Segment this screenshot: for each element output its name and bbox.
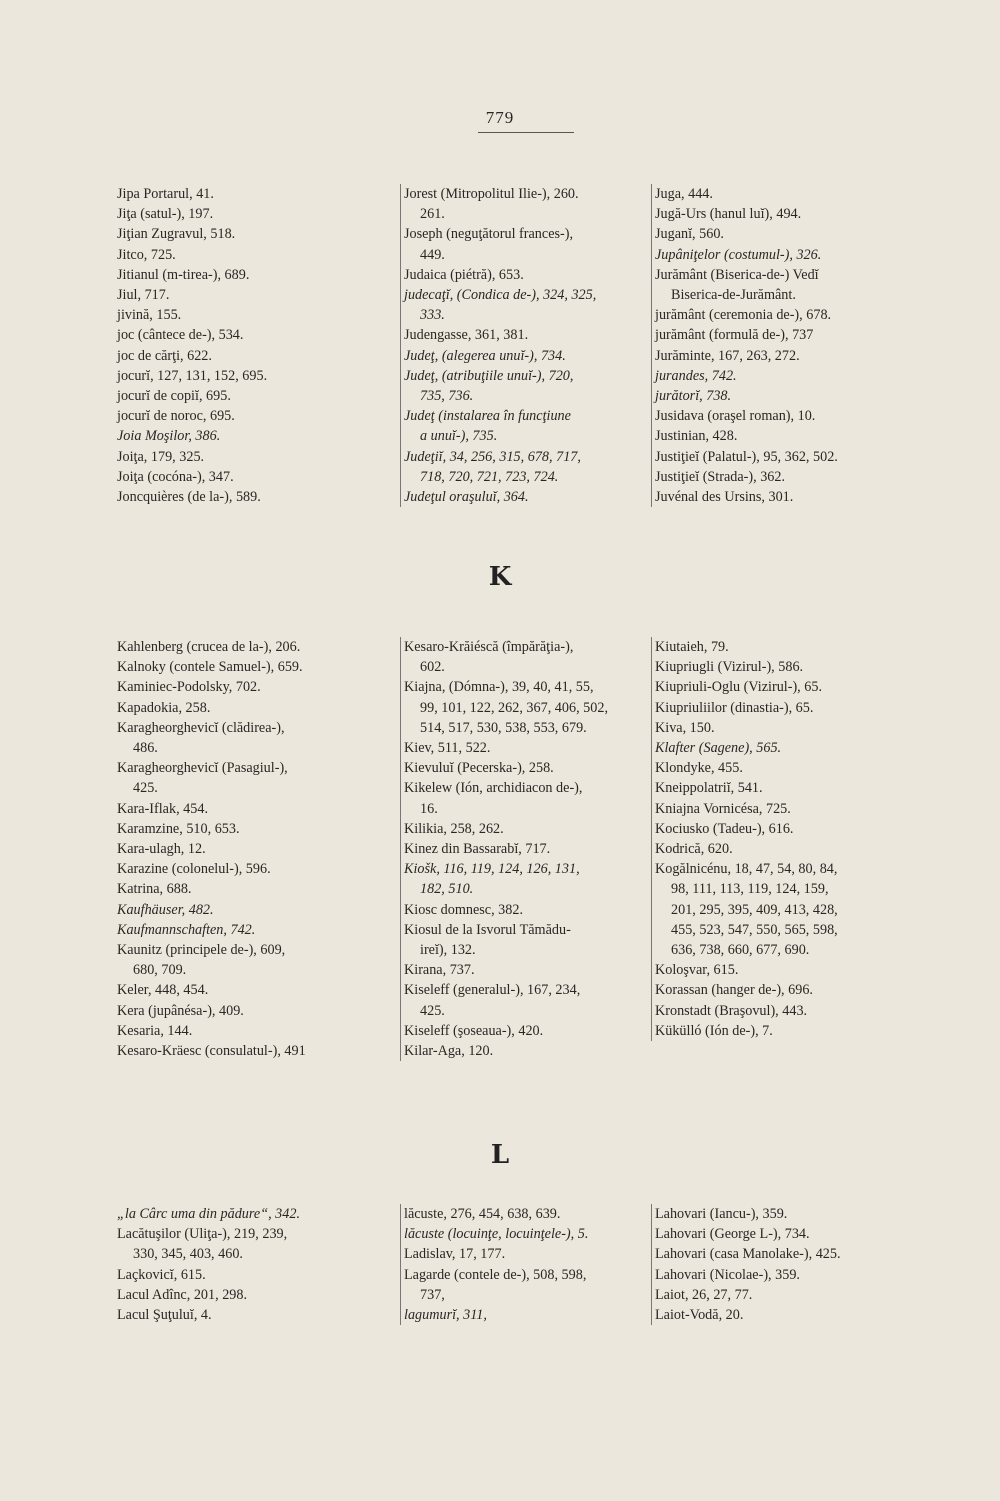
index-entry-text: Ladislav, 17, 177. xyxy=(404,1246,506,1263)
index-entry xyxy=(404,1041,652,1061)
index-entry-text: Jurământ (Biserica-de-) Vedĭ xyxy=(655,266,819,283)
index-entry-text: Koloşvar, 615. xyxy=(655,962,739,979)
index-entry xyxy=(117,467,389,487)
index-entry-text: Kiosc domnesc, 382. xyxy=(404,901,524,918)
index-entry-text: Karagheorghevicĭ (clădirea-), xyxy=(117,719,285,736)
index-entry xyxy=(117,758,389,798)
index-entry-text: Lahovari (Iancu-), 359. xyxy=(655,1206,788,1222)
index-entry-text: Kesaro-Krăiéscă (împărăţia-), xyxy=(404,639,574,655)
index-entry-text: Kodrică, 620. xyxy=(655,841,733,858)
index-entry-text: lăcuste (locuinţe, locuinţele-), 5. xyxy=(404,1226,589,1243)
index-entry-text: jurătorĭ, 738. xyxy=(655,388,732,405)
index-entry xyxy=(655,1244,917,1264)
index-entry-text: Karazine (colonelul-), 596. xyxy=(117,861,271,878)
index-entry xyxy=(404,778,652,818)
index-entry-continuation: 636, 738, 660, 677, 690. xyxy=(671,942,810,959)
index-entry xyxy=(404,346,652,366)
index-entry xyxy=(117,346,389,366)
index-entry-text: Keler, 448, 454. xyxy=(117,982,209,999)
index-column-3 xyxy=(651,637,917,1041)
index-entry-continuation: 486. xyxy=(133,740,158,757)
index-entry-text: joc (cântece de-), 534. xyxy=(117,327,244,344)
index-column-1 xyxy=(117,1204,389,1325)
index-entry xyxy=(655,657,917,677)
index-entry-text: Kociusko (Tadeu-), 616. xyxy=(655,820,794,837)
index-entry xyxy=(655,245,917,265)
index-entry xyxy=(117,224,389,244)
index-entry xyxy=(655,1224,917,1244)
index-entry xyxy=(655,799,917,819)
index-entry xyxy=(404,1224,652,1244)
index-entry xyxy=(404,265,652,285)
index-entry-text: Kesaro-Kräesc (consulatul-), 491 xyxy=(117,1043,306,1060)
index-entry-text: Kaufhäuser, 482. xyxy=(117,901,214,918)
index-entry-continuation: 602. xyxy=(420,659,445,676)
index-entry-continuation: a unuĭ-), 735. xyxy=(420,428,498,445)
index-entry xyxy=(404,920,652,960)
index-entry-text: Kilar-Aga, 120. xyxy=(404,1043,494,1060)
index-entry-text: Laçkovicĭ, 615. xyxy=(117,1266,206,1283)
index-entry-text: Justiţieĭ (Strada-), 362. xyxy=(655,468,786,485)
index-entry-text: Kikelew (Ión, archidiacon de-), xyxy=(404,780,583,797)
index-entry xyxy=(404,738,652,758)
index-entry xyxy=(655,677,917,697)
index-entry xyxy=(655,1265,917,1285)
index-entry xyxy=(655,467,917,487)
index-entry-text: Kneippolatriĭ, 541. xyxy=(655,780,763,797)
index-entry-text: Kievuluĭ (Pecerska-), 258. xyxy=(404,760,554,777)
index-entry xyxy=(117,1285,389,1305)
index-entry-continuation: ireĭ), 132. xyxy=(420,942,476,959)
index-entry-text: Lahovari (Nicolae-), 359. xyxy=(655,1266,800,1283)
index-entry-continuation: 455, 523, 547, 550, 565, 598, xyxy=(671,921,838,938)
index-entry-continuation: 425. xyxy=(133,780,158,797)
index-entry xyxy=(404,447,652,487)
index-entry xyxy=(404,960,652,980)
index-entry-text: Kiošk, 116, 119, 124, 126, 131, xyxy=(404,861,580,878)
index-entry-text: Kiutaieh, 79. xyxy=(655,639,729,655)
index-entry xyxy=(117,698,389,718)
index-entry xyxy=(655,204,917,224)
index-entry-text: Jusidava (oraşel roman), 10. xyxy=(655,408,816,425)
index-entry-text: Justiţieĭ (Palatul-), 95, 362, 502. xyxy=(655,448,838,465)
index-entry-text: „la Cârc uma din pădure“, 342. xyxy=(117,1206,301,1222)
index-entry-text: Kükülló (Ión de-), 7. xyxy=(655,1022,773,1039)
index-entry-continuation: 182, 510. xyxy=(420,881,474,898)
index-entry xyxy=(655,778,917,798)
index-entry-continuation: 735, 736. xyxy=(420,388,474,405)
index-entry xyxy=(655,758,917,778)
index-entry-text: Lahovari (casa Manolake-), 425. xyxy=(655,1246,841,1263)
index-entry xyxy=(655,1285,917,1305)
index-entry-text: Kaufmannschaften, 742. xyxy=(117,921,256,938)
index-entry-continuation: 680, 709. xyxy=(133,962,187,979)
index-entry-text: Kiosul de la Isvorul Tămădu- xyxy=(404,921,571,938)
index-column-3 xyxy=(651,1204,917,1325)
index-entry xyxy=(655,718,917,738)
index-entry-continuation: 16. xyxy=(420,800,438,817)
index-entry xyxy=(117,366,389,386)
index-entry xyxy=(404,980,652,1020)
index-entry xyxy=(117,184,389,204)
index-entry xyxy=(117,637,389,657)
index-entry xyxy=(404,1244,652,1264)
index-entry-continuation: 449. xyxy=(420,246,445,263)
index-entry-text: Lacul Adînc, 201, 298. xyxy=(117,1286,248,1303)
index-entry xyxy=(117,325,389,345)
index-entry xyxy=(117,1224,389,1264)
index-entry xyxy=(404,1305,652,1325)
index-entry xyxy=(655,406,917,426)
index-entry xyxy=(117,447,389,467)
index-entry-text: Kilikia, 258, 262. xyxy=(404,820,504,837)
index-entry xyxy=(117,204,389,224)
index-entry-text: Jiul, 717. xyxy=(117,287,170,304)
index-entry-text: Joncquières (de la-), 589. xyxy=(117,489,261,506)
index-entry xyxy=(117,1001,389,1021)
index-entry xyxy=(117,406,389,426)
index-entry xyxy=(655,1305,917,1325)
index-entry xyxy=(655,839,917,859)
index-entry-text: Joiţa, 179, 325. xyxy=(117,448,205,465)
index-entry-text: Lacătuşilor (Uliţa-), 219, 239, xyxy=(117,1226,288,1243)
index-entry-text: jocurĭ, 127, 131, 152, 695. xyxy=(117,367,268,384)
index-column-2 xyxy=(400,1204,652,1325)
index-entry xyxy=(655,1021,917,1041)
index-entry-text: Kirana, 737. xyxy=(404,962,475,979)
index-entry xyxy=(117,879,389,899)
index-entry-text: Kiva, 150. xyxy=(655,719,715,736)
index-entry xyxy=(404,1265,652,1305)
index-entry-text: Kniajna Vornicésa, 725. xyxy=(655,800,791,817)
index-entry-continuation: 425. xyxy=(420,1002,445,1019)
index-entry-text: Katrina, 688. xyxy=(117,881,192,898)
index-entry-text: Lagarde (contele de-), 508, 598, xyxy=(404,1266,587,1283)
index-entry-text: Jitianul (m-tirea-), 689. xyxy=(117,266,250,283)
index-entry xyxy=(655,386,917,406)
index-entry xyxy=(117,1305,389,1325)
index-entry xyxy=(117,285,389,305)
index-entry-text: Laiot, 26, 27, 77. xyxy=(655,1286,753,1303)
index-entry xyxy=(655,325,917,345)
index-entry xyxy=(404,677,652,738)
index-entry xyxy=(117,386,389,406)
index-entry xyxy=(117,426,389,446)
index-entry xyxy=(117,718,389,758)
index-entry xyxy=(404,285,652,325)
index-entry-text: Kogălnicénu, 18, 47, 54, 80, 84, xyxy=(655,861,838,878)
index-entry xyxy=(404,406,652,446)
index-entry-text: Lacul Şuţuluĭ, 4. xyxy=(117,1307,212,1324)
index-entry xyxy=(404,366,652,406)
index-entry-continuation: 99, 101, 122, 262, 367, 406, 502, xyxy=(420,699,608,716)
index-entry xyxy=(117,920,389,940)
index-entry-continuation: 514, 517, 530, 538, 553, 679. xyxy=(420,719,587,736)
index-entry-text: Joiţa (cocóna-), 347. xyxy=(117,468,234,485)
index-entry xyxy=(404,819,652,839)
index-entry-text: lagumurĭ, 311, xyxy=(404,1307,487,1324)
index-entry xyxy=(655,960,917,980)
index-entry xyxy=(117,1041,389,1061)
index-entry xyxy=(404,1204,652,1224)
index-entry-text: Jipa Portarul, 41. xyxy=(117,186,214,202)
index-entry-text: Judeţ, (atribuţiile unuĭ-), 720, xyxy=(404,367,574,384)
index-entry-text: Joseph (neguţătorul frances-), xyxy=(404,226,574,243)
index-entry-text: jocurĭ de copiĭ, 695. xyxy=(117,388,231,405)
index-entry-text: Jugă-Urs (hanul luĭ), 494. xyxy=(655,206,802,223)
index-entry xyxy=(404,224,652,264)
index-entry xyxy=(655,859,917,960)
index-entry-text: joc de cărţi, 622. xyxy=(117,347,212,364)
index-entry-text: Kiajna, (Dómna-), 39, 40, 41, 55, xyxy=(404,679,594,696)
index-entry xyxy=(117,1265,389,1285)
index-entry-text: jurământ (formulă de-), 737 xyxy=(655,327,814,344)
index-entry-text: Kera (jupânésa-), 409. xyxy=(117,1002,244,1019)
index-entry xyxy=(117,657,389,677)
index-entry-text: Kinez din Bassarabĭ, 717. xyxy=(404,841,551,858)
index-entry xyxy=(117,265,389,285)
index-entry-text: Jurăminte, 167, 263, 272. xyxy=(655,347,800,364)
index-entry xyxy=(404,1021,652,1041)
index-entry-text: Judeţ, (alegerea unuĭ-), 734. xyxy=(404,347,566,364)
page-number-rule xyxy=(478,132,574,133)
index-entry-text: Kronstadt (Braşovul), 443. xyxy=(655,1002,808,1019)
index-entry-continuation: 718, 720, 721, 723, 724. xyxy=(420,468,559,485)
index-entry xyxy=(117,839,389,859)
page-number: 779 xyxy=(485,108,515,127)
index-entry xyxy=(117,799,389,819)
section-letter-l: L xyxy=(490,1140,510,1170)
index-entry-text: Kiseleff (şoseaua-), 420. xyxy=(404,1022,544,1039)
index-entry xyxy=(655,184,917,204)
index-entry xyxy=(117,487,389,507)
index-entry-text: Jiţa (satul-), 197. xyxy=(117,206,214,223)
index-column-1 xyxy=(117,637,389,1061)
index-entry-text: Karagheorghevicĭ (Pasagiul-), xyxy=(117,760,288,777)
index-entry-text: Jorest (Mitropolitul Ilie-), 260. xyxy=(404,186,579,202)
index-entry xyxy=(655,1001,917,1021)
index-entry-text: Klondyke, 455. xyxy=(655,760,743,777)
index-entry-text: Judeţiĭ, 34, 256, 315, 678, 717, xyxy=(404,448,581,465)
index-entry-text: Kaunitz (principele de-), 609, xyxy=(117,942,286,959)
index-entry-text: Kesaria, 144. xyxy=(117,1022,193,1039)
index-entry xyxy=(117,819,389,839)
index-entry xyxy=(655,265,917,305)
index-entry xyxy=(655,637,917,657)
index-entry-text: Juganĭ, 560. xyxy=(655,226,724,243)
index-entry-text: Juvénal des Ursins, 301. xyxy=(655,489,794,506)
index-entry-continuation: 330, 345, 403, 460. xyxy=(133,1246,243,1263)
index-entry xyxy=(404,758,652,778)
index-entry-text: Juga, 444. xyxy=(655,186,713,202)
index-entry xyxy=(117,1021,389,1041)
index-entry-text: Kara-ulagh, 12. xyxy=(117,841,206,858)
index-entry xyxy=(404,859,652,899)
index-entry-continuation: 261. xyxy=(420,206,445,223)
index-entry-text: Judaica (piétră), 653. xyxy=(404,266,524,283)
index-entry xyxy=(655,738,917,758)
index-column-2 xyxy=(400,637,652,1061)
index-entry-continuation: Biserica-de-Jurământ. xyxy=(671,287,796,304)
index-entry-text: judecaţĭ, (Condica de-), 324, 325, xyxy=(404,287,597,304)
index-entry xyxy=(117,1204,389,1224)
index-entry-text: Justinian, 428. xyxy=(655,428,738,445)
index-entry-text: Kiupriuli-Oglu (Vizirul-), 65. xyxy=(655,679,823,696)
index-entry xyxy=(655,819,917,839)
index-entry xyxy=(655,447,917,467)
index-entry xyxy=(117,859,389,879)
index-entry-text: Jupâniţelor (costumul-), 326. xyxy=(655,246,822,263)
index-entry-continuation: 98, 111, 113, 119, 124, 159, xyxy=(671,881,829,898)
index-entry-text: Korassan (hanger de-), 696. xyxy=(655,982,813,999)
index-entry-text: Karamzine, 510, 653. xyxy=(117,820,240,837)
index-entry-text: Joia Moşilor, 386. xyxy=(117,428,221,445)
index-entry xyxy=(404,325,652,345)
index-entry-text: Lahovari (George L-), 734. xyxy=(655,1226,810,1243)
index-entry xyxy=(404,184,652,224)
index-entry-text: Judengasse, 361, 381. xyxy=(404,327,529,344)
index-entry-text: jurământ (ceremonia de-), 678. xyxy=(655,307,832,324)
index-entry-text: lăcuste, 276, 454, 638, 639. xyxy=(404,1206,561,1222)
index-entry-text: Kiev, 511, 522. xyxy=(404,740,491,757)
index-entry-text: Laiot-Vodă, 20. xyxy=(655,1307,744,1324)
index-column-2 xyxy=(400,184,652,507)
index-entry xyxy=(655,426,917,446)
index-entry xyxy=(117,980,389,1000)
index-entry-continuation: 201, 295, 395, 409, 413, 428, xyxy=(671,901,838,918)
index-entry xyxy=(655,366,917,386)
index-entry xyxy=(117,305,389,325)
index-entry-text: Judeţ (instalarea în funcţiune xyxy=(404,408,571,425)
index-entry xyxy=(655,487,917,507)
index-entry-text: Kapadokia, 258. xyxy=(117,699,211,716)
index-entry xyxy=(117,677,389,697)
index-entry-text: jurandes, 742. xyxy=(655,367,737,384)
index-entry-text: Judeţul oraşuluĭ, 364. xyxy=(404,489,529,506)
index-entry-text: Kiupriuliilor (dinastia-), 65. xyxy=(655,699,814,716)
index-entry-text: Jiţian Zugravul, 518. xyxy=(117,226,236,243)
index-entry xyxy=(655,305,917,325)
index-entry-continuation: 737, xyxy=(420,1286,445,1303)
index-entry-text: jocurĭ de noroc, 695. xyxy=(117,408,235,425)
index-entry xyxy=(655,1204,917,1224)
index-entry xyxy=(655,698,917,718)
index-entry xyxy=(404,839,652,859)
section-letter-k: K xyxy=(488,562,512,592)
index-entry xyxy=(117,245,389,265)
index-entry xyxy=(404,487,652,507)
index-entry-text: jivină, 155. xyxy=(117,307,182,324)
index-entry xyxy=(117,900,389,920)
index-column-1 xyxy=(117,184,389,507)
index-entry-text: Kiseleff (generalul-), 167, 234, xyxy=(404,982,581,999)
index-entry-continuation: 333. xyxy=(420,307,445,324)
index-entry xyxy=(404,900,652,920)
index-column-3 xyxy=(651,184,917,507)
index-entry-text: Kaminiec-Podolsky, 702. xyxy=(117,679,261,696)
index-entry-text: Jitco, 725. xyxy=(117,246,176,263)
index-entry-text: Klafter (Sagene), 565. xyxy=(655,740,782,757)
index-entry-text: Kalnoky (contele Samuel-), 659. xyxy=(117,659,303,676)
index-entry-text: Kahlenberg (crucea de la-), 206. xyxy=(117,639,301,655)
index-entry xyxy=(117,940,389,980)
index-entry xyxy=(655,980,917,1000)
index-entry-text: Kiupriugli (Vizirul-), 586. xyxy=(655,659,804,676)
index-entry xyxy=(655,224,917,244)
index-entry xyxy=(404,637,652,677)
index-entry xyxy=(655,346,917,366)
index-entry-text: Kara-Iflak, 454. xyxy=(117,800,208,817)
